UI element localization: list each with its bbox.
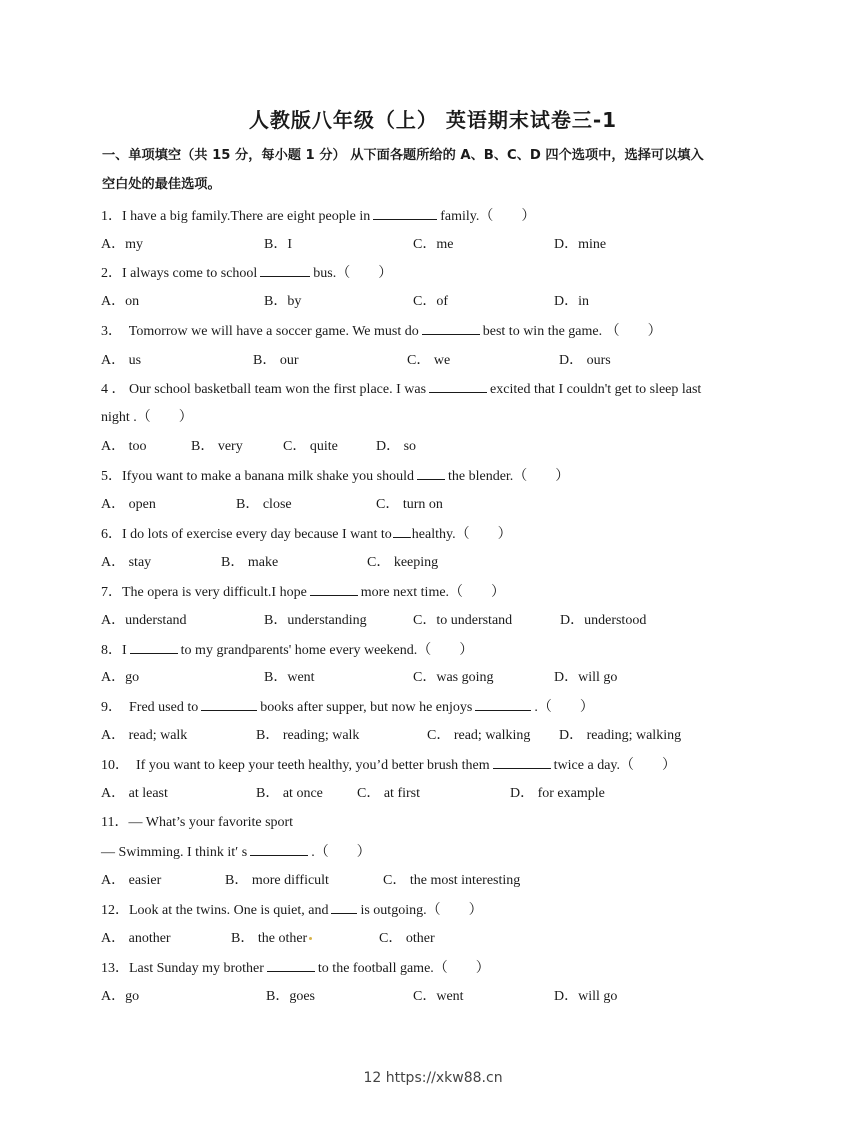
option-b: B． more difficult: [225, 873, 329, 888]
option-c: C．me: [413, 237, 454, 252]
question-3: [101, 322, 662, 341]
option-d: D． reading; walking: [559, 728, 682, 743]
answer-blank: [373, 207, 437, 220]
question-4-line-2: night .（ ）: [101, 410, 193, 425]
option-b: [231, 930, 312, 948]
question-9-text: 9． Fred used to: [101, 700, 199, 715]
question-8-options: [101, 669, 801, 687]
question-2-options: [101, 293, 801, 311]
question-7-text: 7．The opera is very difficult.I hope: [101, 585, 307, 600]
option-c: C． keeping: [367, 555, 439, 570]
option-b: B． at once: [256, 786, 323, 801]
option-b: B． close: [236, 497, 292, 512]
answer-blank-2: [475, 698, 531, 711]
option-a: A．on: [101, 294, 140, 309]
section-line-1: 一、单项填空（共 15 分，每小题 1 分） 从下面各题所给的 A、B、C、D 四个选项中，选择可以填入: [102, 148, 704, 163]
option-a: A． us: [101, 353, 142, 368]
dot-mark: [309, 937, 312, 940]
option-c: C． read; walking: [427, 728, 531, 743]
option-c: C． turn on: [376, 497, 443, 512]
question-9-tail: books after supper, but now he enjoys: [260, 700, 473, 715]
option-c: C． quite: [283, 439, 338, 454]
page-footer: 12 https://xkw88.cn: [363, 1070, 503, 1086]
option-a: A． easier: [101, 873, 162, 888]
question-3-tail: best to win the game. （ ）: [482, 324, 662, 339]
question-4-tail: excited that I couldn't get to sleep last: [490, 382, 702, 397]
section-line-2: 空白处的最佳选项。: [102, 177, 221, 192]
question-7-tail: more next time.（ ）: [360, 585, 506, 600]
option-d: D．will go: [554, 989, 618, 1004]
option-a: A． at least: [101, 786, 168, 801]
question-1-options: [101, 236, 801, 254]
option-b: B． make: [221, 555, 279, 570]
option-c: C． the most interesting: [383, 873, 521, 888]
option-d: D．mine: [554, 237, 607, 252]
question-1-text: 1．I have a big family.There are eight people in: [101, 209, 371, 224]
question-11: 11．— What’s your favorite sport: [101, 815, 294, 830]
answer-blank: [267, 959, 315, 972]
question-1-tail: family.（ ）: [440, 209, 536, 224]
question-12-options: [101, 930, 801, 948]
question-5-options: [101, 496, 801, 514]
question-13-text: 13．Last Sunday my brother: [101, 961, 264, 976]
question-12: [101, 901, 483, 920]
question-4: [101, 380, 701, 399]
option-b: B． reading; walk: [256, 728, 360, 743]
question-9-options: [101, 727, 801, 745]
question-10-tail: twice a day.（ ）: [553, 758, 677, 773]
question-10: [101, 756, 676, 775]
answer-blank: [310, 583, 358, 596]
answer-blank: [250, 843, 308, 856]
question-11-options: [101, 872, 801, 890]
option-c: C． we: [407, 353, 451, 368]
option-b: B． our: [253, 353, 299, 368]
question-12-tail: is outgoing.（ ）: [360, 903, 483, 918]
question-4-options: [101, 438, 801, 456]
question-5: [101, 467, 569, 486]
answer-blank: [260, 264, 310, 277]
question-2: [101, 264, 392, 283]
question-6-text: 6．I do lots of exercise every day because I want to: [101, 527, 392, 542]
answer-blank: [331, 901, 357, 914]
question-5-text: 5．Ifyou want to make a banana milk shake you should: [101, 469, 414, 484]
question-11-line-2: [101, 843, 371, 862]
option-b: B．by: [264, 294, 302, 309]
answer-blank: [429, 380, 487, 393]
answer-blank: [417, 467, 445, 480]
question-8-tail: to my grandparents' home every weekend.（ ）: [180, 643, 474, 658]
question-6: [101, 525, 512, 544]
answer-blank: [493, 756, 551, 769]
question-12-text: 12．Look at the twins. One is quiet, and: [101, 903, 329, 918]
option-a: A．understand: [101, 613, 187, 628]
question-10-text: 10． If you want to keep your teeth healthy, you’d better brush them: [101, 758, 490, 773]
option-d: D． so: [376, 439, 417, 454]
answer-blank: [201, 698, 257, 711]
option-a: A． too: [101, 439, 147, 454]
question-2-tail: bus.（ ）: [313, 266, 393, 281]
question-3-text: 3． Tomorrow we will have a soccer game. We must do: [101, 324, 419, 339]
question-1: [101, 207, 535, 226]
question-8: [101, 641, 473, 660]
question-9-end: .（ ）: [534, 700, 594, 715]
option-d: D．in: [554, 294, 589, 309]
option-a: A． stay: [101, 555, 152, 570]
option-a: A． read; walk: [101, 728, 188, 743]
section-instructions: [102, 141, 782, 199]
option-c: C．went: [413, 989, 464, 1004]
answer-blank: [130, 641, 178, 654]
question-4-text: 4 ． Our school basketball team won the first place. I was: [101, 382, 427, 397]
option-c: C． other: [379, 931, 435, 946]
question-9: [101, 698, 594, 717]
option-a: A．go: [101, 989, 140, 1004]
option-c: C． at first: [357, 786, 420, 801]
question-13-tail: to the football game.（ ）: [317, 961, 490, 976]
option-b: B．understanding: [264, 613, 367, 628]
option-c: C．was going: [413, 670, 494, 685]
option-a: A． another: [101, 931, 171, 946]
answer-blank: [422, 322, 480, 335]
option-b: B．went: [264, 670, 315, 685]
question-13-options: [101, 988, 801, 1006]
question-5-tail: the blender.（ ）: [447, 469, 570, 484]
question-7-options: [101, 612, 801, 630]
option-a: A．go: [101, 670, 140, 685]
option-d: D．will go: [554, 670, 618, 685]
question-2-text: 2．I always come to school: [101, 266, 258, 281]
option-b: B． very: [191, 439, 243, 454]
option-b: B．I: [264, 237, 292, 252]
option-a: A． open: [101, 497, 156, 512]
question-13: [101, 959, 490, 978]
option-d: D． ours: [559, 353, 611, 368]
option-d: D． for example: [510, 786, 605, 801]
question-6-tail: healthy.（ ）: [411, 527, 512, 542]
option-a: A．my: [101, 237, 143, 252]
question-6-options: [101, 554, 801, 572]
option-b: B．goes: [266, 989, 315, 1004]
question-11-text: — Swimming. I think it′ s: [101, 845, 248, 860]
question-11-tail: .（ ）: [311, 845, 371, 860]
option-d: D．understood: [560, 613, 647, 628]
question-3-options: [101, 352, 801, 370]
option-b-text: B． the other: [231, 931, 308, 946]
page-title: 人教版八年级（上） 英语期末试卷三-1: [248, 108, 618, 132]
option-c: C．to understand: [413, 613, 513, 628]
question-8-text: 8．I: [101, 643, 127, 658]
question-7: [101, 583, 505, 602]
question-10-options: [101, 785, 801, 803]
option-c: C．of: [413, 294, 448, 309]
answer-blank: [393, 525, 411, 538]
